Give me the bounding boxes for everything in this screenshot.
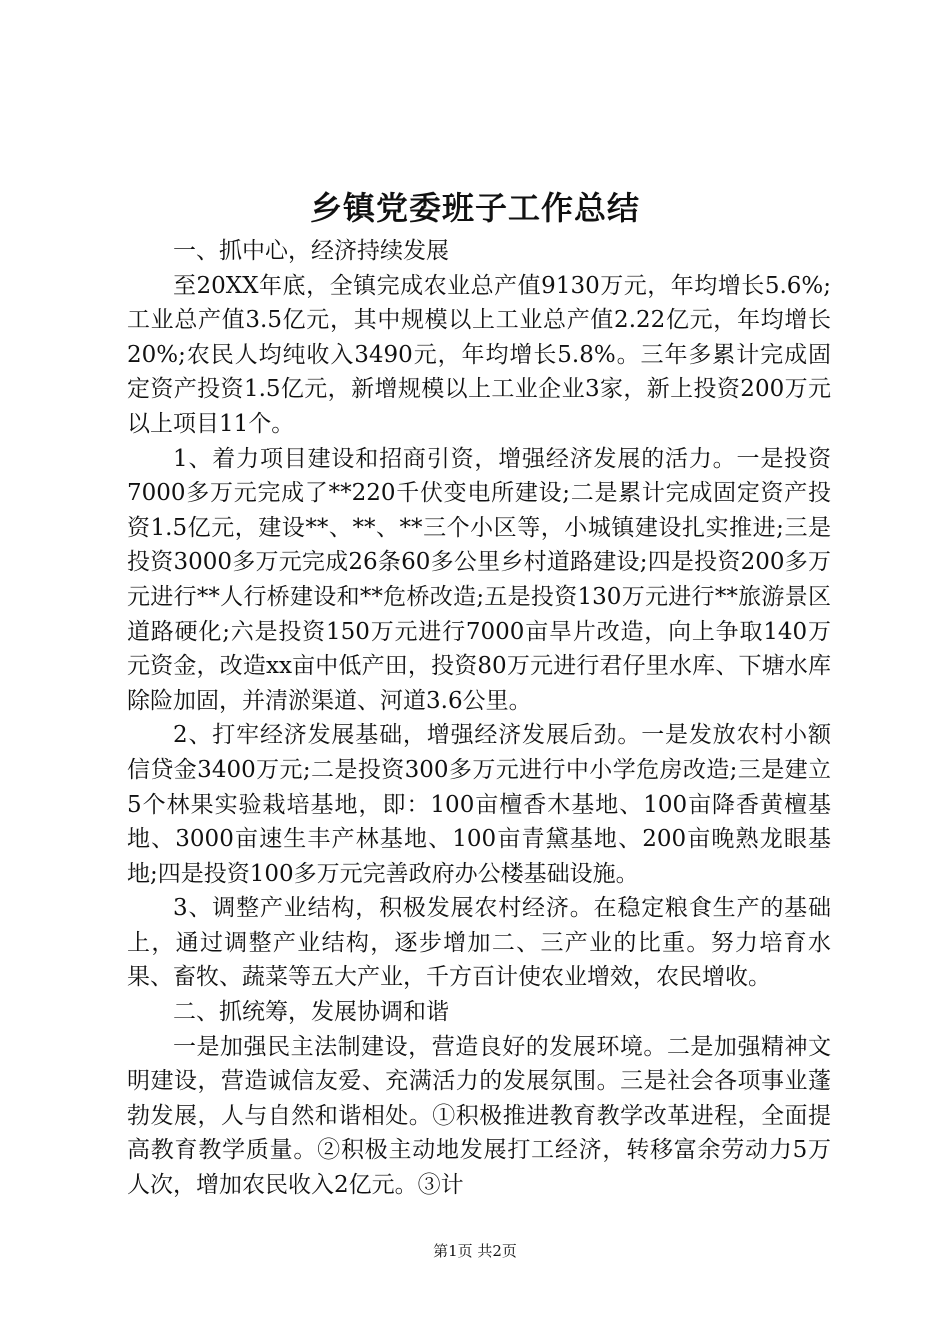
paragraph-item-2: 2、打牢经济发展基础，增强经济发展后劲。一是发放农村小额信贷金3400万元;二是投资300多万元进行中小学危房改造;三是建立5个林果实验栽培基地，即：100亩檀香木基地、100亩降香黄檀基地、3000亩速生丰产林基地、100亩青黛基地、200亩晚熟龙眼基地;四是投资100多万元完善政府办公楼基础设施。 — [127, 722, 831, 887]
document-title: 乡镇党委班子工作总结 — [309, 189, 640, 227]
paragraph-section-2: 一是加强民主法制建设，营造良好的发展环境。二是加强精神文明建设，营造诚信友爱、充满活力的发展氛围。三是社会各项事业蓬勃发展，人与自然和谐相处。①积极推进教育教学改革进程，全面提高教育教学质量。②积极主动地发展打工经济，转移富余劳动力5万人次，增加农民收入2亿元。③计 — [127, 1033, 831, 1199]
document-body — [127, 234, 831, 1203]
paragraph-item-3: 3、调整产业结构，积极发展农村经济。在稳定粮食生产的基础上，通过调整产业结构，逐步增加二、三产业的比重。努力培育水果、畜牧、蔬菜等五大产业，千方百计使农业增效，农民增收。 — [127, 895, 831, 991]
paragraph-summary: 至20XX年底，全镇完成农业总产值9130万元，年均增长5.6%;工业总产值3.5亿元，其中规模以上工业总产值2.22亿元，年均增长20%;农民人均纯收入3490元，年均增长5.8%。三年多累计完成固定资产投资1.5亿元，新增规模以上工业企业3家，新上投资200万元以上项目11个。 — [127, 272, 831, 437]
page-footer: 第1页 共2页 — [433, 1242, 517, 1260]
paragraph-item-1: 1、着力项目建设和招商引资，增强经济发展的活力。一是投资7000多万元完成了**220千伏变电所建设;二是累计完成固定资产投资1.5亿元，建设**、**、**三个小区等，小城镇建设扎实推进;三是投资3000多万元完成26条60多公里乡村道路建设;四是投资200多万元进行**人行桥建设和**危桥改造;五是投资130万元进行**旅游景区道路硬化;六是投资150万元进行7000亩旱片改造，向上争取140万元资金，改造xx亩中低产田，投资80万元进行君仔里水库、下塘水库除险加固，并清淤渠道、河道3.6公里。 — [127, 445, 831, 714]
section-heading-2: 二、抓统筹，发展协调和谐 — [173, 999, 449, 1026]
section-heading-1: 一、抓中心，经济持续发展 — [173, 238, 449, 264]
